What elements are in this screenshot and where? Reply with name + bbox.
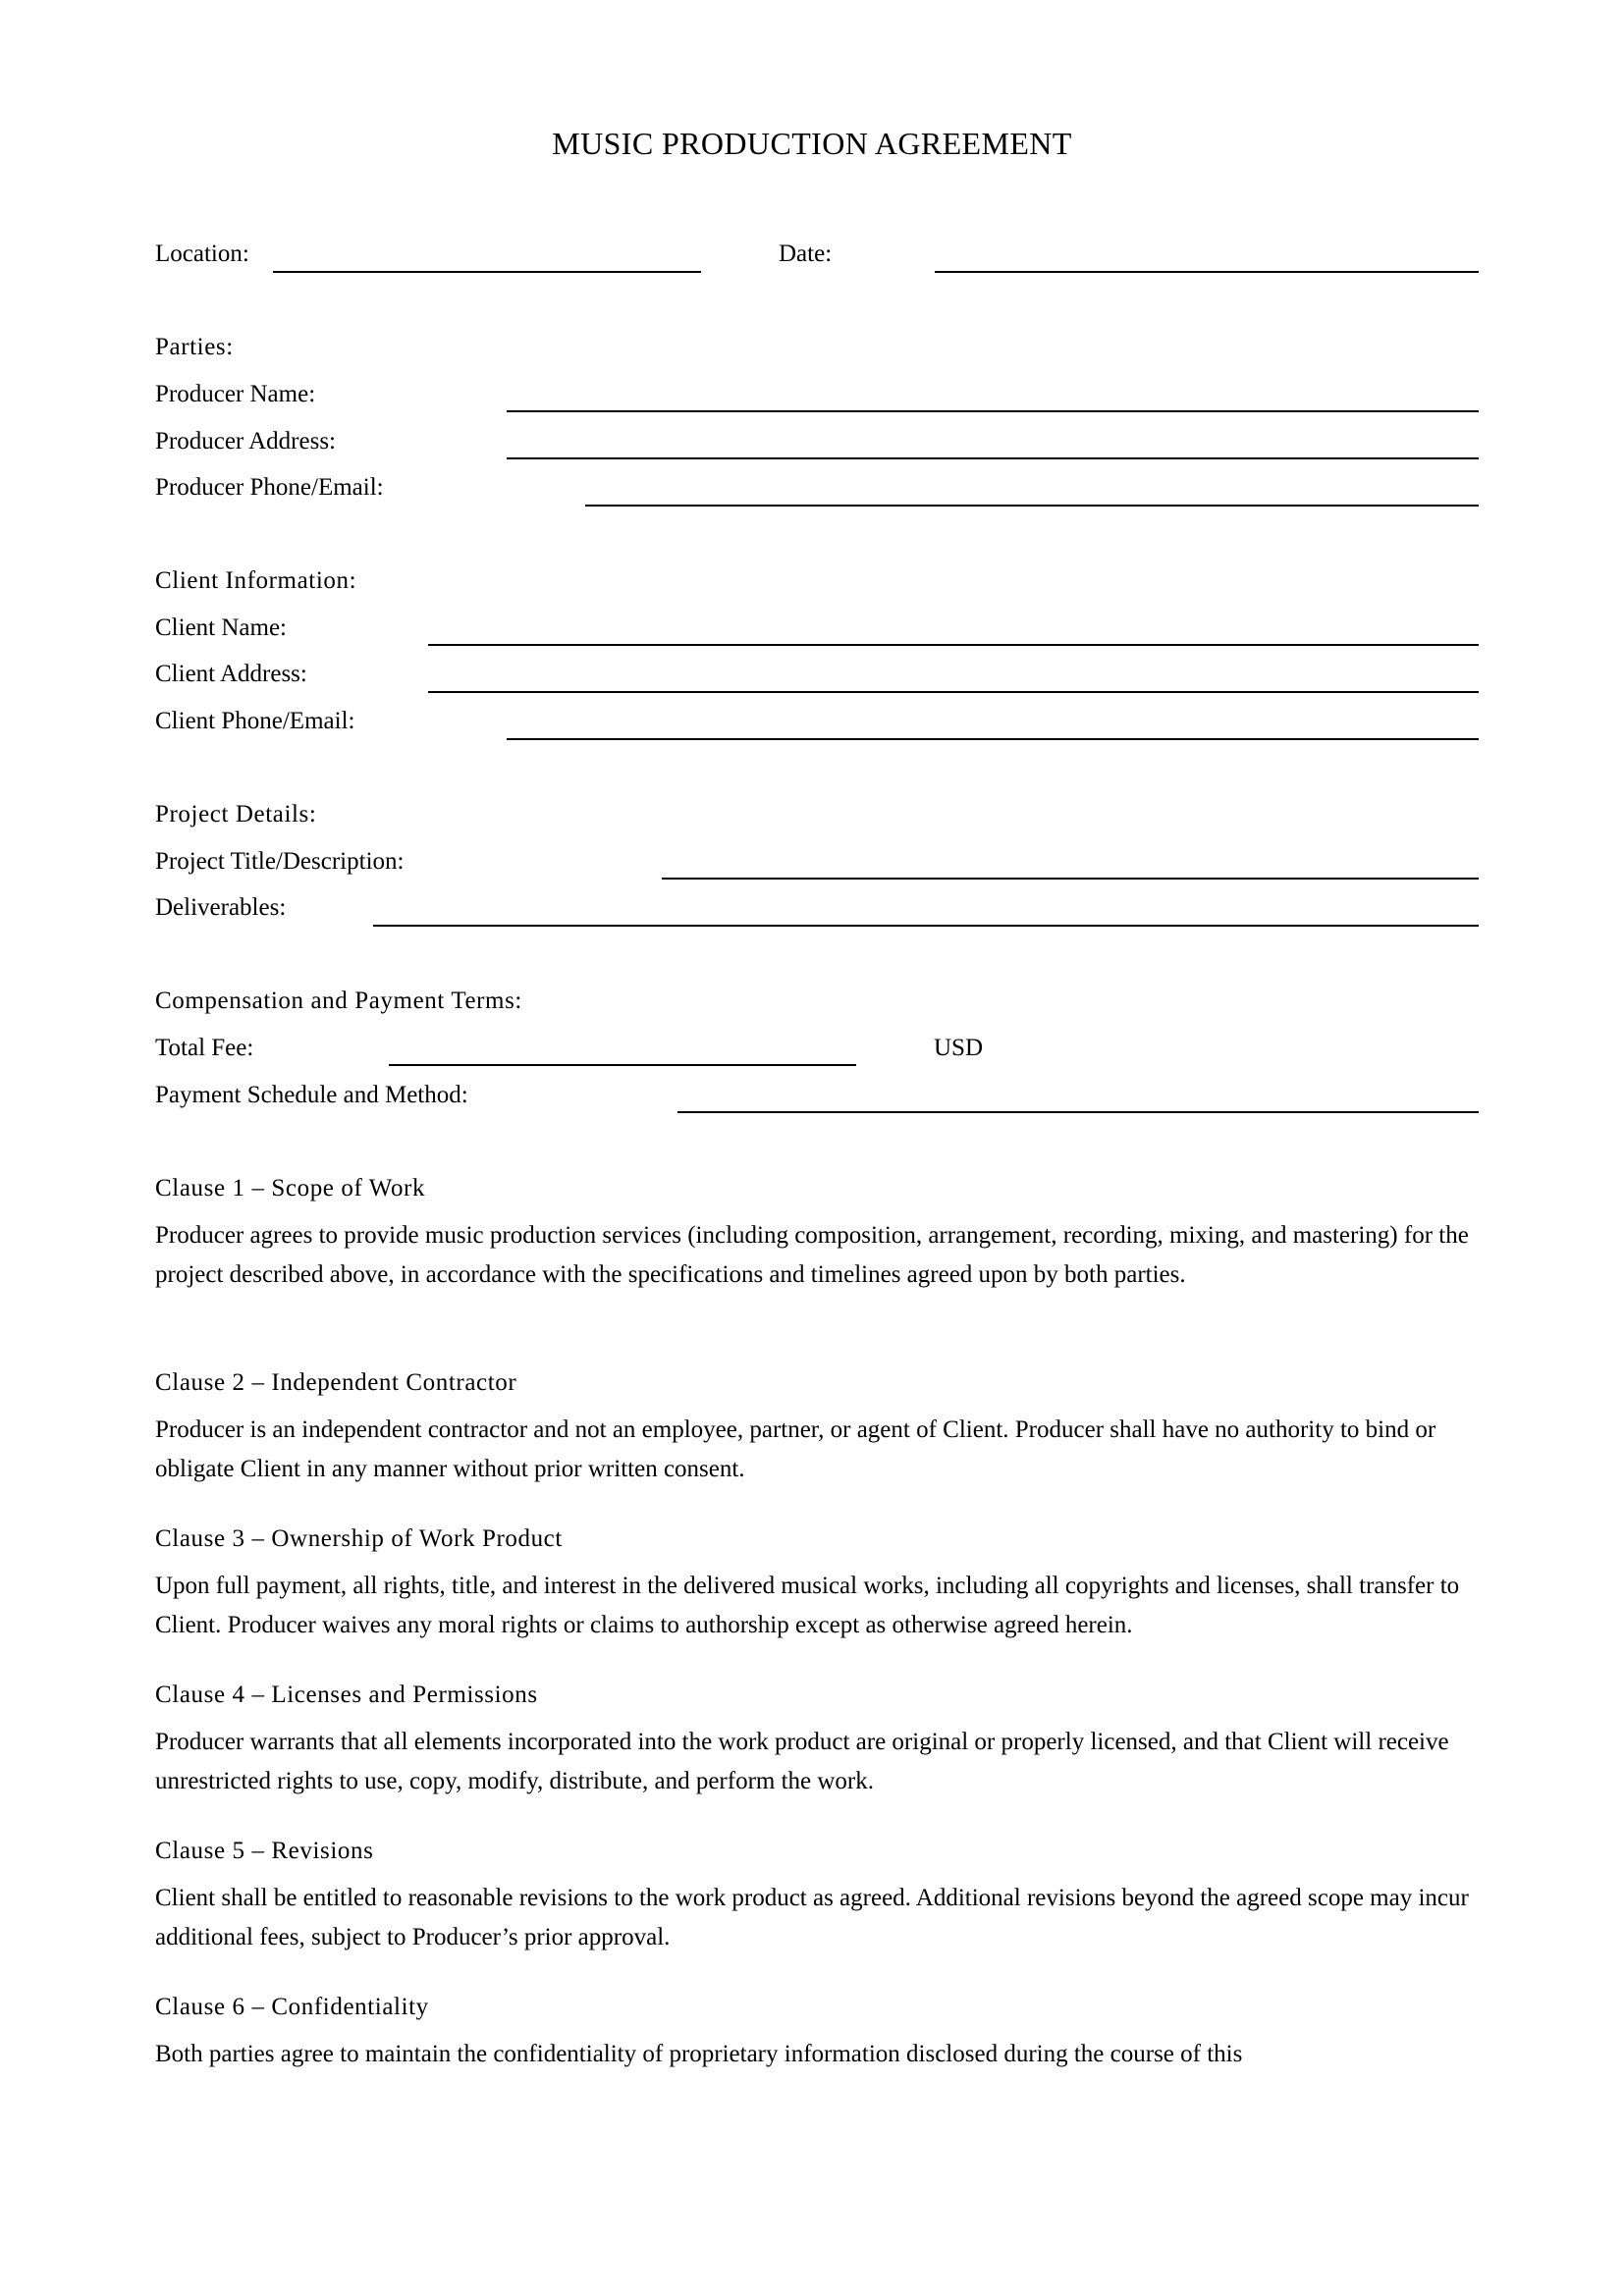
producer-name-label: Producer Name: bbox=[155, 381, 316, 407]
clause-3-heading: Clause 3 – Ownership of Work Product bbox=[155, 1525, 563, 1552]
clause-4-heading: Clause 4 – Licenses and Permissions bbox=[155, 1682, 538, 1708]
payment-schedule-field[interactable] bbox=[677, 1111, 1479, 1113]
client-address-label: Client Address: bbox=[155, 661, 307, 687]
producer-address-label: Producer Address: bbox=[155, 428, 336, 454]
deliverables-field[interactable] bbox=[373, 925, 1479, 927]
client-contact-label: Client Phone/Email: bbox=[155, 708, 355, 734]
client-contact-field[interactable] bbox=[507, 738, 1479, 740]
currency-label: USD bbox=[934, 1035, 984, 1061]
client-name-label: Client Name: bbox=[155, 614, 287, 641]
parties-heading: Parties: bbox=[155, 334, 234, 360]
clause-2-text: Producer is an independent contractor and not an employee, partner, or agent of Client. Producer shall have no authority to bind or obligate Client in any manner without prior written consent. bbox=[155, 1416, 1436, 1482]
clause-4-text: Producer warrants that all elements incorporated into the work product are original or properly licensed, and that Client will receive unrestricted rights to use, copy, modify, distribute, and perform the work. bbox=[155, 1729, 1449, 1794]
producer-contact-label: Producer Phone/Email: bbox=[155, 474, 384, 501]
date-field[interactable] bbox=[935, 271, 1479, 273]
producer-name-field[interactable] bbox=[507, 410, 1479, 412]
location-field[interactable] bbox=[273, 271, 701, 273]
deliverables-label: Deliverables: bbox=[155, 894, 287, 921]
client-heading: Client Information: bbox=[155, 567, 357, 594]
clause-2-heading: Clause 2 – Independent Contractor bbox=[155, 1369, 517, 1396]
producer-contact-field[interactable] bbox=[585, 505, 1479, 507]
clause-3-text: Upon full payment, all rights, title, and interest in the delivered musical works, including all copyrights and licenses, shall transfer to Client. Producer waives any moral rights or claims to authorship except as otherwise agreed herein. bbox=[155, 1573, 1460, 1638]
clause-5-text: Client shall be entitled to reasonable revisions to the work product as agreed. Additional revisions beyond the agreed scope may incur additional fees, subject to Producer’s prior approval. bbox=[155, 1885, 1469, 1950]
document-title: MUSIC PRODUCTION AGREEMENT bbox=[552, 126, 1072, 161]
clause-1-heading: Clause 1 – Scope of Work bbox=[155, 1175, 426, 1201]
producer-address-field[interactable] bbox=[507, 457, 1479, 459]
date-label: Date: bbox=[779, 240, 833, 267]
project-heading: Project Details: bbox=[155, 801, 317, 828]
compensation-heading: Compensation and Payment Terms: bbox=[155, 988, 522, 1014]
client-address-field[interactable] bbox=[428, 691, 1479, 693]
clause-6-heading: Clause 6 – Confidentiality bbox=[155, 1994, 429, 2020]
payment-schedule-label: Payment Schedule and Method: bbox=[155, 1082, 468, 1108]
total-fee-label: Total Fee: bbox=[155, 1035, 254, 1061]
client-name-field[interactable] bbox=[428, 644, 1479, 646]
project-title-field[interactable] bbox=[662, 878, 1479, 880]
project-title-label: Project Title/Description: bbox=[155, 848, 405, 875]
location-label: Location: bbox=[155, 240, 249, 267]
clause-5-heading: Clause 5 – Revisions bbox=[155, 1838, 374, 1864]
clause-6-text: Both parties agree to maintain the confidentiality of proprietary information disclosed during the course of this bbox=[155, 2041, 1243, 2067]
clause-1-text: Producer agrees to provide music production services (including composition, arrangement, recording, mixing, and mastering) for the project described above, in accordance with the specifications and timelines agreed upon by both parties. bbox=[155, 1222, 1469, 1288]
total-fee-field[interactable] bbox=[389, 1064, 856, 1066]
